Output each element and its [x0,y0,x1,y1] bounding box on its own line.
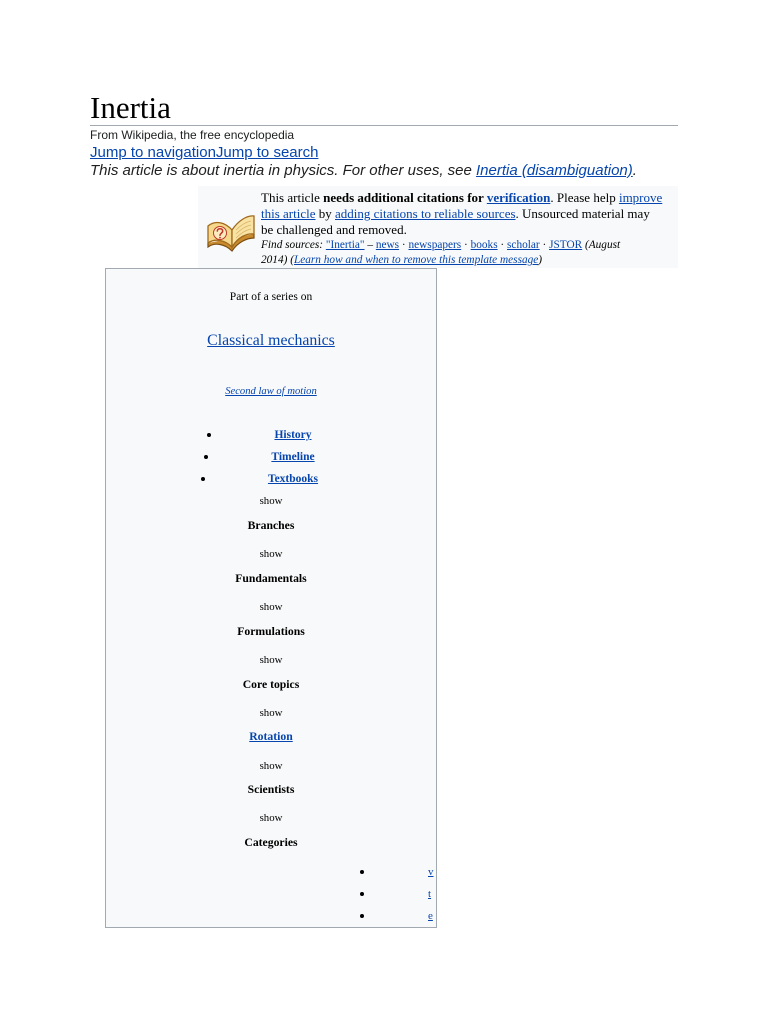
rotation-link[interactable]: Rotation [249,730,293,743]
source-link-newspapers[interactable]: newspapers [408,239,462,251]
bullet [204,455,208,459]
classical-mechanics-link[interactable]: Classical mechanics [207,332,335,349]
view-template-link[interactable]: v [428,866,434,878]
source-link-news[interactable]: news [375,239,400,251]
jump-links [90,144,318,161]
book-question-icon [205,206,257,252]
bullet [360,892,364,896]
ambox-warning: . Unsourced material may be challenged and removed. [261,206,650,237]
find-sources-dash: – [364,239,376,251]
navbox-item-edit [106,909,436,923]
image-caption [106,385,436,398]
section-title-branches: Branches [247,519,295,532]
section-title-fundamentals: Fundamentals [235,572,307,585]
talk-template-link[interactable]: t [428,888,432,900]
navbox-item-view [106,865,436,879]
source-link-books[interactable]: books [470,239,498,251]
textbooks-link[interactable]: Textbooks [267,473,319,485]
disambiguation-link[interactable]: Inertia (disambiguation) [476,162,633,179]
toggle-branches[interactable]: show [259,495,283,507]
timeline-link[interactable]: Timeline [271,451,315,463]
find-sources-query-link[interactable]: "Inertia" [325,239,365,251]
source-separator: · [461,239,471,251]
section-title-scientists: Scientists [247,783,295,796]
ambox-please-help: . Please help [550,190,619,205]
section-title-rotation [106,730,436,744]
hatnote-end: . [632,162,637,179]
series-title [106,331,436,350]
hatnote-text: This article is about inertia in physics. For other uses, see [90,162,477,179]
series-label: Part of a series on [229,291,313,303]
toggle-scientists[interactable]: show [259,760,283,772]
ambox-message [261,190,664,238]
hatnote [90,162,637,179]
bullet [201,477,205,481]
edit-template-link[interactable]: e [428,910,433,922]
ambox-intro: This article [261,190,324,205]
bullet [360,870,364,874]
remove-template-message-link[interactable]: Learn how and when to remove this template message [293,254,539,266]
site-tagline: From Wikipedia, the free encyclopedia [90,128,295,142]
title-divider [90,125,678,126]
find-sources [261,238,636,268]
jump-to-navigation-link[interactable]: Jump to navigation [90,144,216,161]
sidebar-infobox [105,268,437,928]
remove-message-open-paren: ( [290,254,294,266]
list-item [106,428,436,442]
toggle-fundamentals[interactable]: show [259,548,283,560]
list-item-content [274,428,311,442]
list-item [106,472,436,486]
find-sources-label: Find sources: [261,239,326,251]
bullet [360,914,364,918]
section-title-categories: Categories [244,836,298,849]
remove-message-close-paren: ) [538,254,543,266]
list-item [106,450,436,464]
list-item-content [268,472,318,486]
source-separator: · [399,239,409,251]
section-title-core-topics: Core topics [242,678,300,691]
jump-to-search-link[interactable]: Jump to search [215,144,319,161]
history-link[interactable]: History [274,429,312,441]
citation-notice-box [198,186,678,268]
toggle-formulations[interactable]: show [259,601,283,613]
page-title: Inertia [90,90,171,125]
section-title-formulations: Formulations [237,625,305,638]
toggle-categories[interactable]: show [259,812,283,824]
improve-article-link[interactable]: improve this article [261,190,663,221]
source-link-scholar[interactable]: scholar [507,239,540,251]
list-item-content [271,450,314,464]
source-separator: · [539,239,550,251]
bullet [207,433,211,437]
navbox-item-talk [106,887,436,901]
ambox-by: by [315,206,336,221]
toggle-rotation[interactable]: show [259,707,283,719]
source-link-jstor[interactable]: JSTOR [549,239,583,251]
adding-citations-link[interactable]: adding citations to reliable sources [335,206,516,221]
ambox-bold-text: needs additional citations for [323,190,487,205]
second-law-of-motion-link[interactable]: Second law of motion [225,386,317,397]
source-separator: · [497,239,508,251]
toggle-core-topics[interactable]: show [259,654,283,666]
verification-link[interactable]: verification [486,190,551,205]
ambox-date: (August 2014) [261,239,621,266]
